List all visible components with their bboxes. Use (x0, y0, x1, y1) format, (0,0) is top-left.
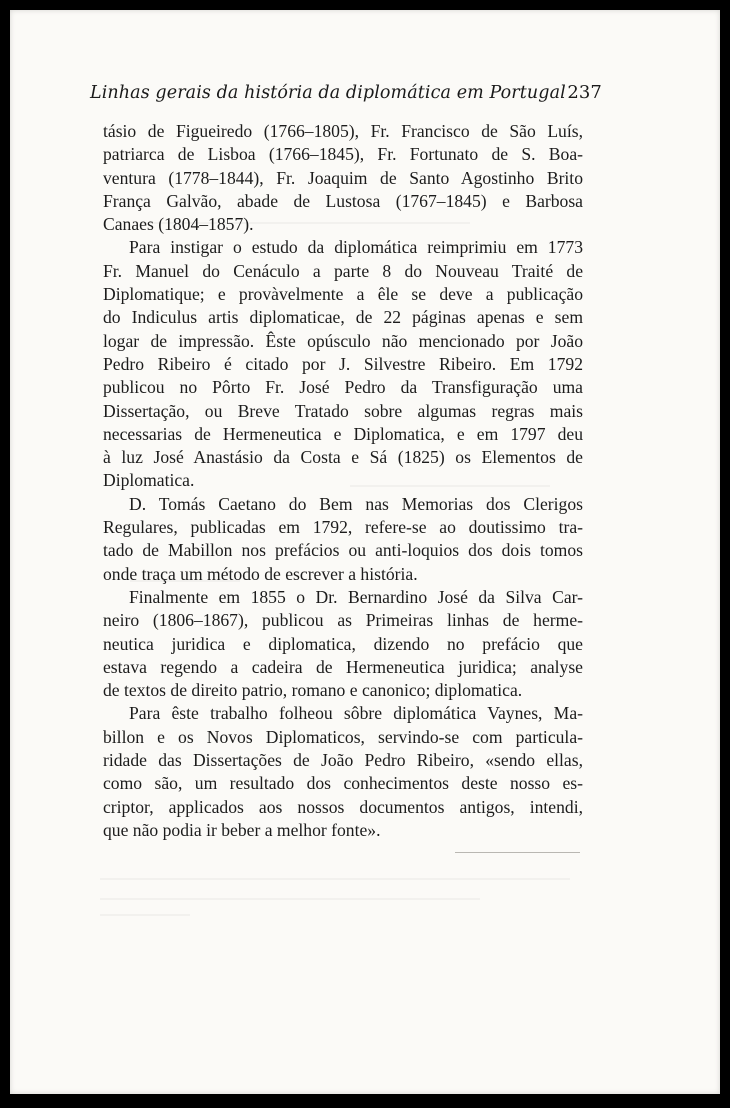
paragraph (103, 493, 583, 586)
text-line: onde traça um método de escrever a história. (103, 563, 418, 584)
bleed-through-mark (100, 898, 480, 900)
text-line: neiro (1806–1867), publicou as Primeiras linhas de herme- (103, 610, 583, 631)
text-line: estava regendo a cadeira de Hermeneutica juridica; analyse (103, 656, 583, 677)
text-line: Canaes (1804–1857). (103, 214, 254, 235)
text-line: D. Tomás Caetano do Bem nas Memorias dos Clerigos (129, 493, 583, 514)
bleed-through-mark (100, 914, 190, 916)
text-line: criptor, applicados aos nossos documentos antigos, intendi, (103, 796, 583, 817)
book-page (10, 10, 720, 1094)
body-text (103, 120, 583, 842)
paragraph (103, 586, 583, 702)
text-line: como são, um resultado dos conhecimentos deste nosso es- (103, 773, 583, 794)
running-head (90, 82, 602, 103)
text-line: logar de impressão. Êste opúsculo não mencionado por João (103, 330, 583, 351)
text-line: à luz José Anastásio da Costa e Sá (1825) os Elementos de (103, 447, 583, 468)
text-line: ridade das Dissertações de João Pedro Ribeiro, «sendo ellas, (103, 750, 583, 771)
bleed-through-mark (100, 878, 570, 880)
paragraph (103, 236, 583, 492)
text-line: neutica juridica e diplomatica, dizendo no prefácio que (103, 633, 583, 654)
page-number: 237 (567, 82, 602, 103)
running-head-title: Linhas gerais da história da diplomática em Portugal (90, 83, 566, 103)
text-line: patriarca de Lisboa (1766–1845), Fr. Fortunato de S. Boa- (103, 144, 583, 165)
text-line: publicou no Pôrto Fr. José Pedro da Transfiguração uma (103, 377, 583, 398)
text-line: Finalmente em 1855 o Dr. Bernardino José da Silva Car- (129, 586, 583, 607)
text-line: billon e os Novos Diplomaticos, servindo-se com particula- (103, 726, 583, 747)
text-line: Diplomatique; e provàvelmente a êle se deve a publicação (103, 284, 583, 305)
text-line: Para instigar o estudo da diplomática reimprimiu em 1773 (129, 237, 583, 258)
text-line: que não podia ir beber a melhor fonte». (103, 819, 381, 840)
text-line: do Indiculus artis diplomaticae, de 22 páginas apenas e sem (103, 307, 583, 328)
text-line: Pedro Ribeiro é citado por J. Silvestre Ribeiro. Em 1792 (103, 353, 583, 374)
footnote-rule (455, 852, 580, 853)
text-line: Fr. Manuel do Cenáculo a parte 8 do Nouveau Traité de (103, 260, 583, 281)
text-line: França Galvão, abade de Lustosa (1767–1845) e Barbosa (103, 190, 583, 211)
text-line: tado de Mabillon nos prefácios ou anti-loquios dos dois tomos (103, 540, 583, 561)
text-line: ventura (1778–1844), Fr. Joaquim de Santo Agostinho Brito (103, 167, 583, 188)
text-line: tásio de Figueiredo (1766–1805), Fr. Francisco de São Luís, (103, 121, 583, 141)
text-line: de textos de direito patrio, romano e canonico; diplomatica. (103, 680, 523, 701)
paragraph (103, 702, 583, 842)
text-line: necessarias de Hermeneutica e Diplomatica, e em 1797 deu (103, 423, 583, 444)
text-line: Diplomatica. (103, 470, 195, 491)
text-line: Regulares, publicadas em 1792, refere-se ao doutissimo tra- (103, 517, 583, 538)
text-line: Dissertação, ou Breve Tratado sobre algumas regras mais (103, 400, 583, 421)
text-line: Para êste trabalho folheou sôbre diplomática Vaynes, Ma- (129, 703, 583, 724)
paragraph (103, 120, 583, 236)
